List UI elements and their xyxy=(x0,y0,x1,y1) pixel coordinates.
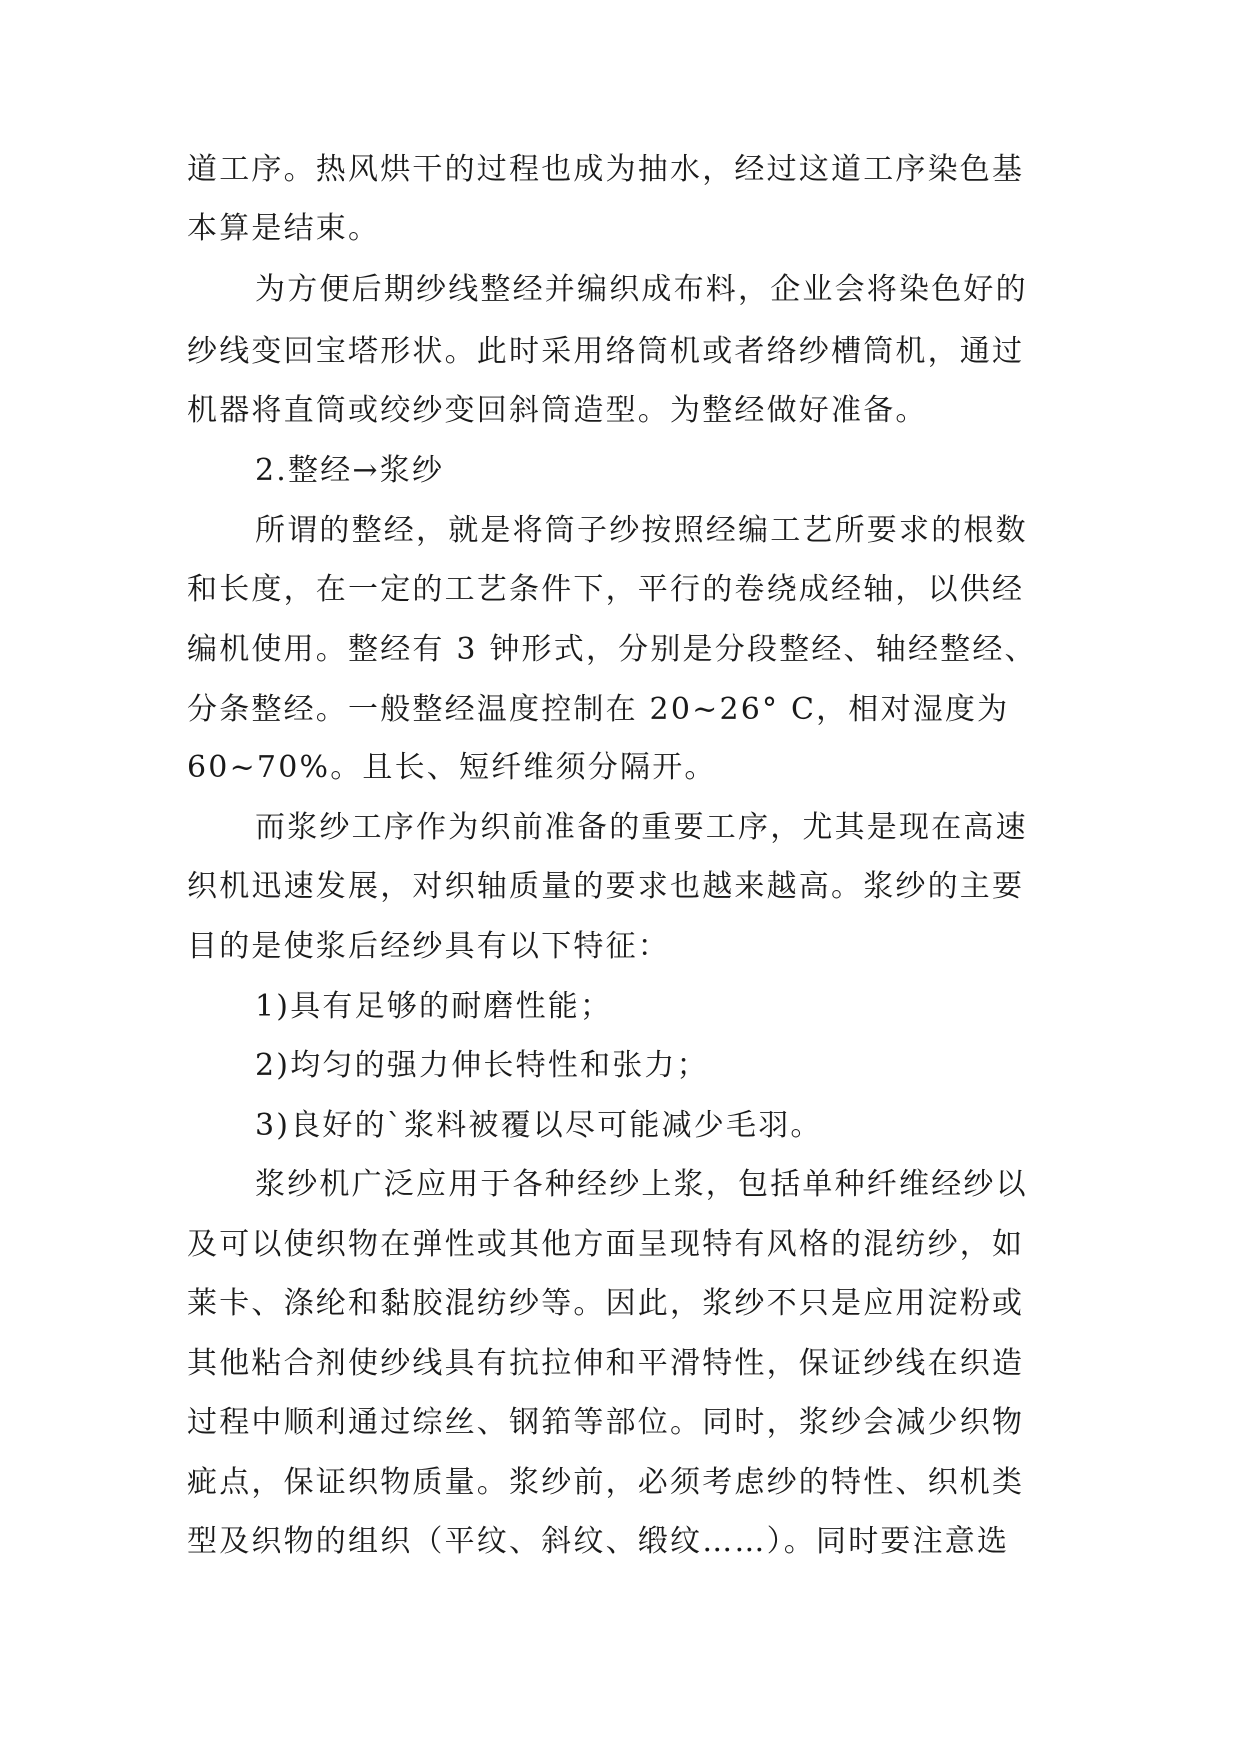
text-line: 型及织物的组织（平纹、斜纹、缎纹……）。同时要注意选 xyxy=(187,1524,1010,1559)
text-line: 过程中顺利通过综丝、钢筘等部位。同时，浆纱会减少织物 xyxy=(187,1405,1025,1440)
text-line: 编机使用。整经有 3 钟形式，分别是分段整经、轴经整经、 xyxy=(187,632,1037,667)
text-line: 及可以使织物在弹性或其他方面呈现特有风格的混纺纱，如 xyxy=(187,1227,1025,1262)
list-item: 2)均匀的强力伸长特性和张力； xyxy=(255,1048,709,1083)
list-item: 1)具有足够的耐磨性能； xyxy=(255,989,613,1024)
text-line: 莱卡、涤纶和黏胶混纺纱等。因此，浆纱不只是应用淀粉或 xyxy=(187,1286,1025,1321)
text-line: 60~70%。且长、短纤维须分隔开。 xyxy=(187,750,717,785)
text-line: 机器将直筒或绞纱变回斜筒造型。为整经做好准备。 xyxy=(187,393,928,428)
paragraph-start-line: 为方便后期纱线整经并编织成布料，企业会将染色好的 xyxy=(255,272,1028,307)
text-line: 道工序。热风烘干的过程也成为抽水，经过这道工序染色基 xyxy=(187,152,1025,187)
text-line: 和长度，在一定的工艺条件下，平行的卷绕成经轴，以供经 xyxy=(187,572,1025,607)
text-line: 纱线变回宝塔形状。此时采用络筒机或者络纱槽筒机，通过 xyxy=(187,334,1025,369)
list-item: 3)良好的`浆料被覆以尽可能减少毛羽。 xyxy=(255,1108,823,1143)
text-line: 本算是结束。 xyxy=(187,211,381,246)
paragraph-start-line: 而浆纱工序作为织前准备的重要工序，尤其是现在高速 xyxy=(255,810,1028,845)
paragraph-start-line: 浆纱机广泛应用于各种经纱上浆，包括单种纤维经纱以 xyxy=(255,1167,1028,1202)
text-line: 疵点，保证织物质量。浆纱前，必须考虑纱的特性、织机类 xyxy=(187,1465,1025,1500)
text-line: 目的是使浆后经纱具有以下特征： xyxy=(187,929,670,964)
text-line: 织机迅速发展，对织轴质量的要求也越来越高。浆纱的主要 xyxy=(187,869,1025,904)
text-line: 其他粘合剂使纱线具有抗拉伸和平滑特性，保证纱线在织造 xyxy=(187,1346,1025,1381)
text-line: 分条整经。一般整经温度控制在 20~26° C，相对湿度为 xyxy=(187,692,1010,727)
paragraph-start-line: 所谓的整经，就是将筒子纱按照经编工艺所要求的根数 xyxy=(255,513,1028,548)
section-heading: 2.整经→浆纱 xyxy=(255,453,445,488)
